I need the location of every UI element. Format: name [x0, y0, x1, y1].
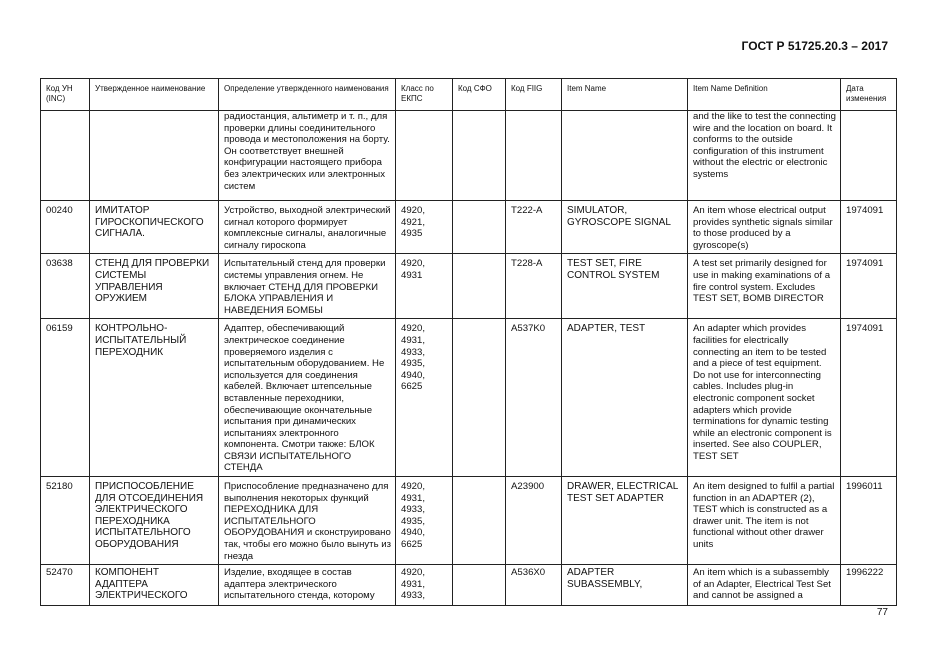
cell-fiig: T222-A — [506, 201, 562, 254]
col-definition: Определение утвержденного наименования — [219, 79, 396, 111]
cell-item-name: ADAPTER, TEST — [562, 319, 688, 477]
cell-fiig — [506, 111, 562, 201]
cell-inc: 00240 — [41, 201, 90, 254]
cell-class — [396, 111, 453, 201]
cell-item-definition: and the like to test the connecting wire and the location on board. It conforms to the outside configuration of this instrument without the electric or electronic systems — [688, 111, 841, 201]
standard-designation: ГОСТ Р 51725.20.3 – 2017 — [741, 39, 888, 53]
cell-name — [90, 565, 219, 606]
cell-date: 1974091 — [841, 319, 897, 477]
table-row — [41, 201, 897, 254]
cell-class: 4920, 4921, 4935 — [396, 201, 453, 254]
cell-date: 1974091 — [841, 254, 897, 319]
cell-class: 4920, 4931, 4933, 4935, 4940, 6625 — [396, 319, 453, 477]
col-sfo: Код СФО — [453, 79, 506, 111]
cell-name — [90, 111, 219, 201]
cell-inc — [41, 111, 90, 201]
cell-sfo — [453, 201, 506, 254]
col-date: Дата изменения — [841, 79, 897, 111]
cell-date: 1974091 — [841, 201, 897, 254]
col-inc: Код УН (INC) — [41, 79, 90, 111]
cell-definition: Приспособление предназначено для выполнения некоторых функций ПЕРЕХОДНИКА ДЛЯ ИСПЫТАТЕЛЬНОГО ОБОРУДОВАНИЯ и сконструировано так, чтобы его можно было вынуть из гнезда — [219, 477, 396, 565]
cell-class: 4920, 4931, 4933, 4935, 4940, 6625 — [396, 477, 453, 565]
cell-sfo — [453, 111, 506, 201]
cell-date: 1996011 — [841, 477, 897, 565]
cell-sfo — [453, 319, 506, 477]
col-item-definition: Item Name Definition — [688, 79, 841, 111]
cell-text: 1996222 — [846, 567, 884, 579]
cell-fiig: A23900 — [506, 477, 562, 565]
cell-sfo — [453, 565, 506, 606]
cell-text: An item which is a subassembly of an Adapter, Electrical Test Set and cannot be assigned a — [693, 567, 831, 602]
cell-sfo — [453, 254, 506, 319]
page-number: 77 — [876, 607, 888, 618]
cell-class: 4920, 4931 — [396, 254, 453, 319]
cell-item-name — [562, 111, 688, 201]
cell-fiig: A537K0 — [506, 319, 562, 477]
cell-item-definition: An adapter which provides facilities for electrically connecting an item to be tested and a piece of test equipment. Do not use for interconnecting cables. Includes plug-in electronic component socket adapters which provide terminations for dynamic testing while an electronic component is inserted. See also COUPLER, TEST SET — [688, 319, 841, 477]
cell-inc: 03638 — [41, 254, 90, 319]
col-class: Класс по ЕКПС — [396, 79, 453, 111]
cell-item-definition: A test set primarily designed for use in making examinations of a fire control system. Excludes TEST SET, BOMB DIRECTOR — [688, 254, 841, 319]
table-header-row — [41, 79, 897, 111]
cell-name: ПРИСПОСОБЛЕНИЕ ДЛЯ ОТСОЕДИНЕНИЯ ЭЛЕКТРИЧЕСКОГО ПЕРЕХОДНИКА ИСПЫТАТЕЛЬНОГО ОБОРУДОВАНИЯ — [90, 477, 219, 565]
cell-date — [841, 565, 897, 606]
cell-name: КОНТРОЛЬНО-ИСПЫТАТЕЛЬНЫЙ ПЕРЕХОДНИК — [90, 319, 219, 477]
cell-fiig: T228-A — [506, 254, 562, 319]
cell-text: 52470 — [46, 567, 73, 579]
classification-table — [40, 78, 897, 606]
cell-name: СТЕНД ДЛЯ ПРОВЕРКИ СИСТЕМЫ УПРАВЛЕНИЯ ОРУЖИЕМ — [90, 254, 219, 319]
cell-item-name: TEST SET, FIRE CONTROL SYSTEM — [562, 254, 688, 319]
cell-definition: Устройство, выходной электрический сигнал которого формирует комплексные сигналы, аналогичные сигналу гироскопа — [219, 201, 396, 254]
cell-text: КОМПОНЕНТ АДАПТЕРА ЭЛЕКТРИЧЕСКОГО — [95, 567, 188, 602]
cell-definition: Испытательный стенд для проверки системы управления огнем. Не включает СТЕНД ДЛЯ ПРОВЕРКИ БЛОКА УПРАВЛЕНИЯ И НАВЕДЕНИЯ БОМБЫ — [219, 254, 396, 319]
cell-item-definition: An item whose electrical output provides synthetic signals similar to those produced by a gyroscope(s) — [688, 201, 841, 254]
table-row — [41, 565, 897, 606]
cell-name: ИМИТАТОР ГИРОСКОПИЧЕСКОГО СИГНАЛА. — [90, 201, 219, 254]
cell-class — [396, 565, 453, 606]
col-fiig: Код FIIG — [506, 79, 562, 111]
cell-inc — [41, 565, 90, 606]
cell-text: 4920, 4931, 4933, — [401, 567, 426, 602]
cell-inc: 06159 — [41, 319, 90, 477]
col-approved-name: Утвержденное наименование — [90, 79, 219, 111]
cell-item-definition — [688, 565, 841, 606]
cell-inc: 52180 — [41, 477, 90, 565]
col-item-name: Item Name — [562, 79, 688, 111]
cell-sfo — [453, 477, 506, 565]
cell-definition — [219, 565, 396, 606]
cell-text — [458, 567, 501, 603]
table-row — [41, 111, 897, 201]
cell-text: Изделие, входящее в состав адаптера электрического испытательного стенда, которому — [224, 567, 375, 602]
table-row — [41, 319, 897, 477]
cell-text: A536X0 — [511, 567, 546, 579]
cell-item-definition: An item designed to fulfil a partial function in an ADAPTER (2), TEST which is constructed as a drawer unit. The item is not functional without other drawer units — [688, 477, 841, 565]
cell-item-name: DRAWER, ELECTRICAL TEST SET ADAPTER — [562, 477, 688, 565]
table-row — [41, 477, 897, 565]
cell-definition: радиостанция, альтиметр и т. п., для проверки длины соединительного провода и местоположения на борту. Он соответствует внешней конфигурации настоящего прибора без электрических или электронных систем — [219, 111, 396, 201]
cell-item-name: SIMULATOR, GYROSCOPE SIGNAL — [562, 201, 688, 254]
cell-text: ADAPTER SUBASSEMBLY, — [567, 567, 643, 590]
cell-date — [841, 111, 897, 201]
table-row — [41, 254, 897, 319]
cell-fiig — [506, 565, 562, 606]
cell-item-name — [562, 565, 688, 606]
cell-definition: Адаптер, обеспечивающий электрическое соединение проверяемого изделия с испытательным оборудованием. Не используется для соединения кабелей. Включает штепсельные вставленные переходники, обеспечивающие окончательные испытания при динамических испытаниях электронного компонента. Смотри также: БЛОК СВЯЗИ ИСПЫТАТЕЛЬНОГО СТЕНДА — [219, 319, 396, 477]
